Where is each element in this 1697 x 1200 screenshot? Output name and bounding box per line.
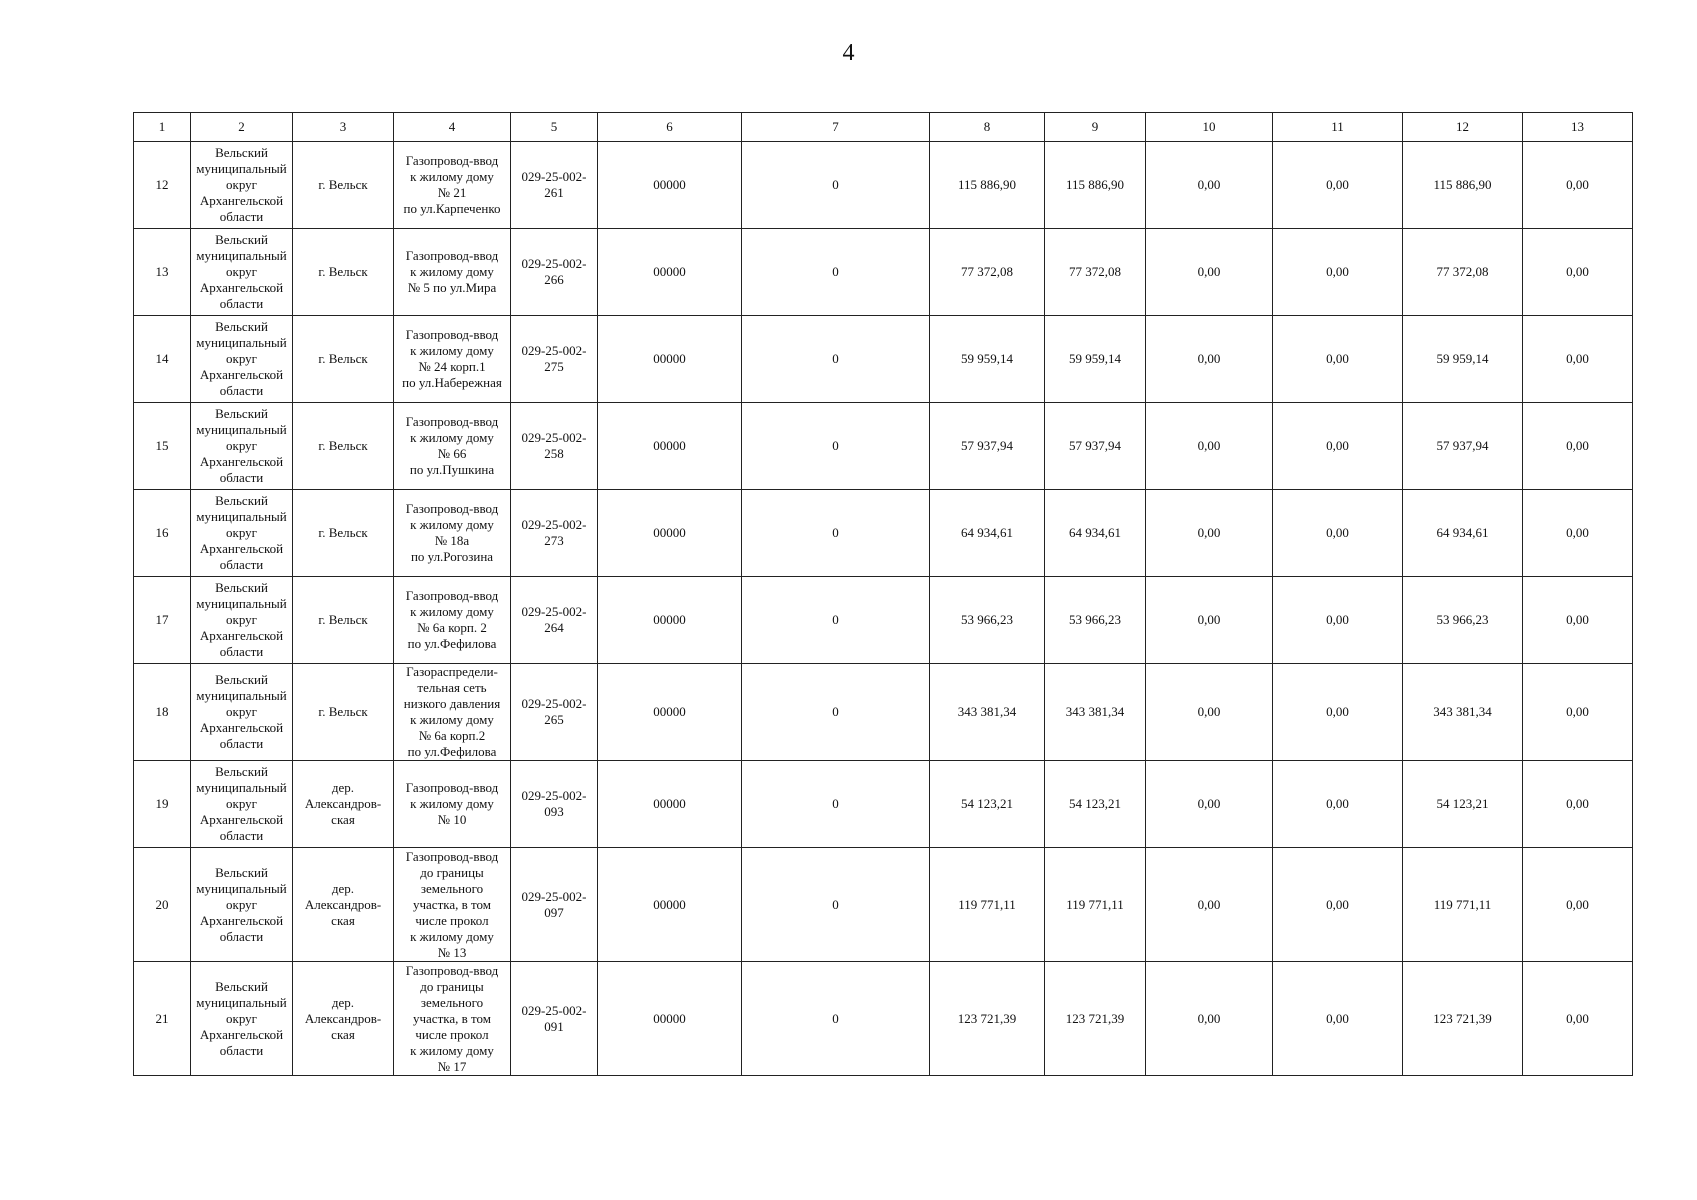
place-cell: г. Вельск — [293, 229, 394, 316]
column-header: 4 — [394, 113, 511, 142]
object-cell: Газопровод-ввод до границы земельного участка, в том числе прокол к жилому дому № 13 — [394, 848, 511, 962]
row-number: 21 — [134, 962, 191, 1076]
col12-cell: 59 959,14 — [1403, 316, 1523, 403]
col10-cell: 0,00 — [1146, 490, 1273, 577]
col6-cell: 00000 — [598, 664, 742, 761]
col10-cell: 0,00 — [1146, 761, 1273, 848]
place-cell: г. Вельск — [293, 490, 394, 577]
col7-cell: 0 — [742, 962, 930, 1076]
col11-cell: 0,00 — [1273, 316, 1403, 403]
place-cell: дер. Александров- ская — [293, 848, 394, 962]
col9-cell: 343 381,34 — [1045, 664, 1146, 761]
col7-cell: 0 — [742, 490, 930, 577]
column-header: 13 — [1523, 113, 1633, 142]
region-cell: Вельский муниципальный округ Архангельской области — [191, 229, 293, 316]
col10-cell: 0,00 — [1146, 848, 1273, 962]
col10-cell: 0,00 — [1146, 316, 1273, 403]
object-cell: Газопровод-ввод к жилому дому № 18а по ул.Рогозина — [394, 490, 511, 577]
place-cell: дер. Александров- ская — [293, 761, 394, 848]
region-cell: Вельский муниципальный округ Архангельской области — [191, 316, 293, 403]
page-number: 4 — [842, 40, 855, 66]
col6-cell: 00000 — [598, 229, 742, 316]
col12-cell: 115 886,90 — [1403, 142, 1523, 229]
col13-cell: 0,00 — [1523, 229, 1633, 316]
col6-cell: 00000 — [598, 962, 742, 1076]
column-header: 1 — [134, 113, 191, 142]
place-cell: г. Вельск — [293, 316, 394, 403]
header-row — [134, 113, 1633, 142]
col9-cell: 59 959,14 — [1045, 316, 1146, 403]
code-cell: 029-25-002- 093 — [511, 761, 598, 848]
object-cell: Газопровод-ввод к жилому дому № 5 по ул.Мира — [394, 229, 511, 316]
table-row — [134, 490, 1633, 577]
place-cell: г. Вельск — [293, 403, 394, 490]
region-cell: Вельский муниципальный округ Архангельской области — [191, 848, 293, 962]
col6-cell: 00000 — [598, 490, 742, 577]
table-row — [134, 403, 1633, 490]
col13-cell: 0,00 — [1523, 761, 1633, 848]
col8-cell: 54 123,21 — [930, 761, 1045, 848]
code-cell: 029-25-002- 258 — [511, 403, 598, 490]
col12-cell: 57 937,94 — [1403, 403, 1523, 490]
col11-cell: 0,00 — [1273, 403, 1403, 490]
region-cell: Вельский муниципальный округ Архангельской области — [191, 403, 293, 490]
table-row — [134, 142, 1633, 229]
col11-cell: 0,00 — [1273, 229, 1403, 316]
column-header: 12 — [1403, 113, 1523, 142]
col13-cell: 0,00 — [1523, 962, 1633, 1076]
col7-cell: 0 — [742, 664, 930, 761]
col13-cell: 0,00 — [1523, 316, 1633, 403]
col8-cell: 115 886,90 — [930, 142, 1045, 229]
table-row — [134, 848, 1633, 962]
object-cell: Газопровод-ввод к жилому дому № 6а корп. 2 по ул.Фефилова — [394, 577, 511, 664]
table-row — [134, 577, 1633, 664]
col7-cell: 0 — [742, 316, 930, 403]
col8-cell: 77 372,08 — [930, 229, 1045, 316]
col7-cell: 0 — [742, 142, 930, 229]
col12-cell: 53 966,23 — [1403, 577, 1523, 664]
col7-cell: 0 — [742, 229, 930, 316]
row-number: 16 — [134, 490, 191, 577]
col13-cell: 0,00 — [1523, 142, 1633, 229]
column-header: 6 — [598, 113, 742, 142]
region-cell: Вельский муниципальный округ Архангельской области — [191, 761, 293, 848]
col10-cell: 0,00 — [1146, 577, 1273, 664]
code-cell: 029-25-002- 091 — [511, 962, 598, 1076]
column-header: 5 — [511, 113, 598, 142]
col9-cell: 77 372,08 — [1045, 229, 1146, 316]
row-number: 13 — [134, 229, 191, 316]
col12-cell: 123 721,39 — [1403, 962, 1523, 1076]
col11-cell: 0,00 — [1273, 490, 1403, 577]
row-number: 17 — [134, 577, 191, 664]
col12-cell: 64 934,61 — [1403, 490, 1523, 577]
object-cell: Газопровод-ввод к жилому дому № 10 — [394, 761, 511, 848]
col11-cell: 0,00 — [1273, 962, 1403, 1076]
col10-cell: 0,00 — [1146, 403, 1273, 490]
col10-cell: 0,00 — [1146, 962, 1273, 1076]
col9-cell: 53 966,23 — [1045, 577, 1146, 664]
column-header: 9 — [1045, 113, 1146, 142]
code-cell: 029-25-002- 261 — [511, 142, 598, 229]
col12-cell: 77 372,08 — [1403, 229, 1523, 316]
col12-cell: 54 123,21 — [1403, 761, 1523, 848]
col6-cell: 00000 — [598, 761, 742, 848]
col8-cell: 343 381,34 — [930, 664, 1045, 761]
col9-cell: 64 934,61 — [1045, 490, 1146, 577]
col8-cell: 123 721,39 — [930, 962, 1045, 1076]
table-row — [134, 962, 1633, 1076]
row-number: 19 — [134, 761, 191, 848]
code-cell: 029-25-002- 264 — [511, 577, 598, 664]
column-header: 7 — [742, 113, 930, 142]
code-cell: 029-25-002- 266 — [511, 229, 598, 316]
col7-cell: 0 — [742, 761, 930, 848]
column-header: 11 — [1273, 113, 1403, 142]
column-header: 8 — [930, 113, 1045, 142]
col12-cell: 119 771,11 — [1403, 848, 1523, 962]
col13-cell: 0,00 — [1523, 490, 1633, 577]
col9-cell: 115 886,90 — [1045, 142, 1146, 229]
column-header: 3 — [293, 113, 394, 142]
row-number: 14 — [134, 316, 191, 403]
col11-cell: 0,00 — [1273, 664, 1403, 761]
col6-cell: 00000 — [598, 142, 742, 229]
object-cell: Газораспредели- тельная сеть низкого давления к жилому дому № 6а корп.2 по ул.Фефилова — [394, 664, 511, 761]
col11-cell: 0,00 — [1273, 761, 1403, 848]
column-header: 2 — [191, 113, 293, 142]
col6-cell: 00000 — [598, 316, 742, 403]
code-cell: 029-25-002- 097 — [511, 848, 598, 962]
col13-cell: 0,00 — [1523, 848, 1633, 962]
row-number: 12 — [134, 142, 191, 229]
object-cell: Газопровод-ввод к жилому дому № 21 по ул.Карпеченко — [394, 142, 511, 229]
table-row — [134, 761, 1633, 848]
col6-cell: 00000 — [598, 848, 742, 962]
col8-cell: 57 937,94 — [930, 403, 1045, 490]
col6-cell: 00000 — [598, 577, 742, 664]
col8-cell: 119 771,11 — [930, 848, 1045, 962]
col13-cell: 0,00 — [1523, 577, 1633, 664]
place-cell: г. Вельск — [293, 577, 394, 664]
col8-cell: 53 966,23 — [930, 577, 1045, 664]
region-cell: Вельский муниципальный округ Архангельской области — [191, 962, 293, 1076]
col11-cell: 0,00 — [1273, 142, 1403, 229]
region-cell: Вельский муниципальный округ Архангельской области — [191, 490, 293, 577]
col8-cell: 59 959,14 — [930, 316, 1045, 403]
row-number: 18 — [134, 664, 191, 761]
col9-cell: 119 771,11 — [1045, 848, 1146, 962]
col7-cell: 0 — [742, 403, 930, 490]
code-cell: 029-25-002- 265 — [511, 664, 598, 761]
col12-cell: 343 381,34 — [1403, 664, 1523, 761]
col13-cell: 0,00 — [1523, 403, 1633, 490]
col7-cell: 0 — [742, 577, 930, 664]
code-cell: 029-25-002- 273 — [511, 490, 598, 577]
col10-cell: 0,00 — [1146, 664, 1273, 761]
col10-cell: 0,00 — [1146, 142, 1273, 229]
col11-cell: 0,00 — [1273, 848, 1403, 962]
col10-cell: 0,00 — [1146, 229, 1273, 316]
col7-cell: 0 — [742, 848, 930, 962]
col13-cell: 0,00 — [1523, 664, 1633, 761]
table-row — [134, 229, 1633, 316]
region-cell: Вельский муниципальный округ Архангельской области — [191, 664, 293, 761]
col9-cell: 123 721,39 — [1045, 962, 1146, 1076]
object-cell: Газопровод-ввод до границы земельного участка, в том числе прокол к жилому дому № 17 — [394, 962, 511, 1076]
place-cell: г. Вельск — [293, 142, 394, 229]
row-number: 20 — [134, 848, 191, 962]
col9-cell: 57 937,94 — [1045, 403, 1146, 490]
object-cell: Газопровод-ввод к жилому дому № 66 по ул.Пушкина — [394, 403, 511, 490]
col6-cell: 00000 — [598, 403, 742, 490]
table-row — [134, 316, 1633, 403]
place-cell: г. Вельск — [293, 664, 394, 761]
col9-cell: 54 123,21 — [1045, 761, 1146, 848]
object-cell: Газопровод-ввод к жилому дому № 24 корп.1 по ул.Набережная — [394, 316, 511, 403]
region-cell: Вельский муниципальный округ Архангельской области — [191, 577, 293, 664]
region-cell: Вельский муниципальный округ Архангельской области — [191, 142, 293, 229]
col8-cell: 64 934,61 — [930, 490, 1045, 577]
table-row — [134, 664, 1633, 761]
gas-pipeline-table — [133, 112, 1633, 1076]
row-number: 15 — [134, 403, 191, 490]
col11-cell: 0,00 — [1273, 577, 1403, 664]
code-cell: 029-25-002- 275 — [511, 316, 598, 403]
column-header: 10 — [1146, 113, 1273, 142]
place-cell: дер. Александров- ская — [293, 962, 394, 1076]
